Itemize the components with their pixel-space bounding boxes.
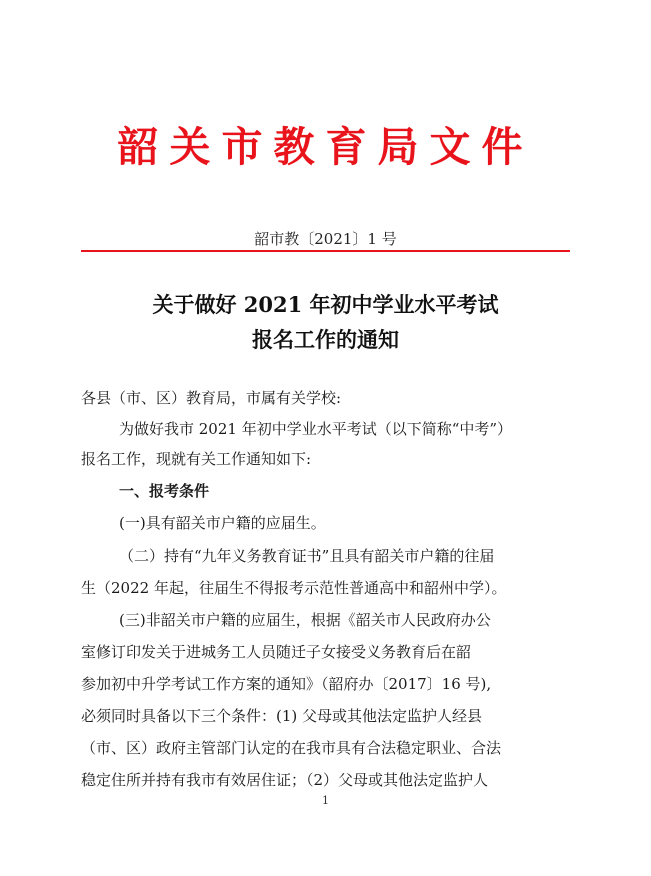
red-divider-line xyxy=(81,250,570,252)
page-number: 1 xyxy=(322,794,329,807)
document-issuer-title: 韶关市教育局文件 xyxy=(117,123,534,171)
intro-paragraph-line: 报名工作，现就有关工作通知如下: xyxy=(81,450,312,468)
intro-paragraph-line: 为做好我市 2021 年初中学业水平考试（以下简称“中考”） xyxy=(119,420,513,438)
salutation: 各县（市、区）教育局，市属有关学校: xyxy=(81,389,342,407)
section-heading: 一、报考条件 xyxy=(119,482,210,500)
condition-item-3-line: （市、区）政府主管部门认定的在我市具有合法稳定职业、合法 xyxy=(81,739,502,757)
condition-item-2-line: 生（2022 年起，往届生不得报考示范性普通高中和韶州中学）。 xyxy=(81,579,507,597)
condition-item-3-line: 稳定住所并持有我市有效居住证；（2）父母或其他法定监护人 xyxy=(81,771,489,789)
condition-item-3-line: 室修订印发关于进城务工人员随迁子女接受义务教育后在韶 xyxy=(81,643,472,661)
condition-item-3-line: 参加初中升学考试工作方案的通知》（韶府办〔2017〕16 号), xyxy=(81,675,492,693)
notice-title-line-2: 报名工作的通知 xyxy=(252,327,399,352)
document-number: 韶市教〔2021〕1 号 xyxy=(254,230,397,248)
condition-item-2-line: （二）持有“九年义务教育证书”且具有韶关市户籍的往届 xyxy=(119,547,495,565)
notice-title-line-1: 关于做好 2021 年初中学业水平考试 xyxy=(152,292,499,317)
condition-item-3-line: 必须同时具备以下三个条件：(1) 父母或其他法定监护人经县 xyxy=(81,707,483,725)
condition-item-3-line: (三)非韶关市户籍的应届生，根据《韶关市人民政府办公 xyxy=(119,611,491,629)
condition-item-1: (一)具有韶关市户籍的应届生。 xyxy=(119,514,326,532)
